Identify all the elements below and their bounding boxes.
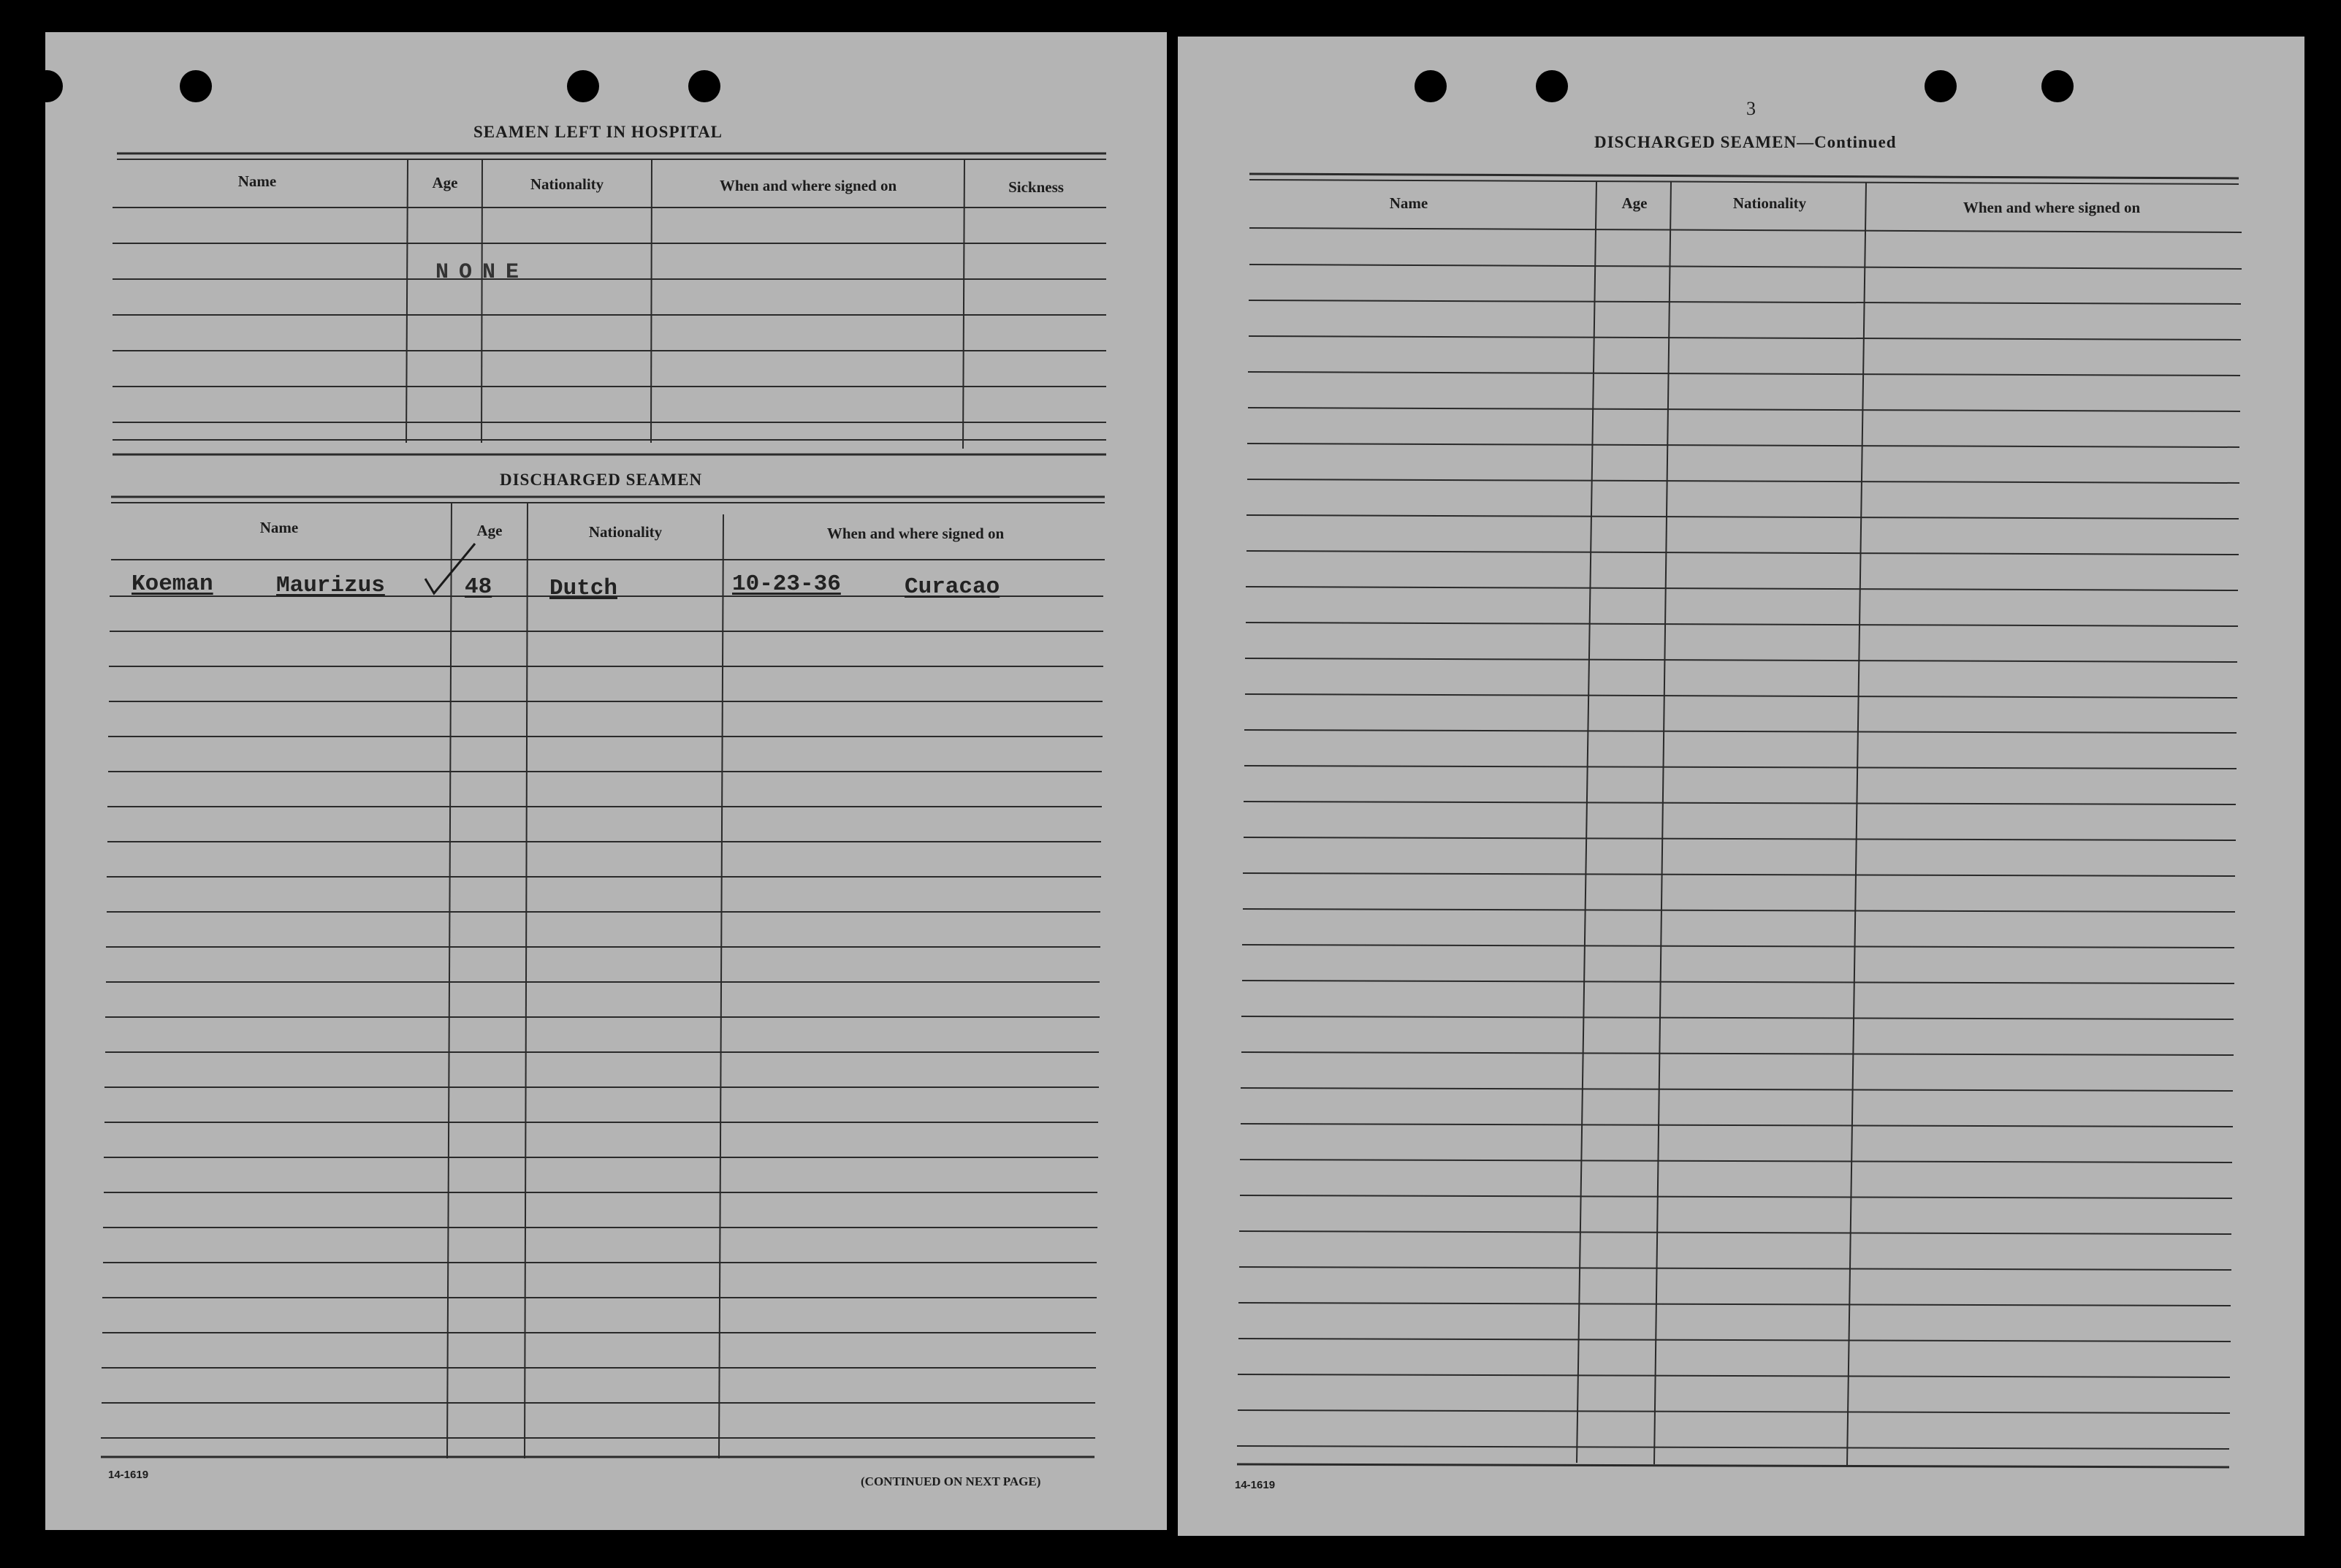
- hospital-age-marks: NONE: [435, 260, 530, 285]
- seaman-age: 48: [465, 574, 492, 600]
- continued-note: (CONTINUED ON NEXT PAGE): [861, 1474, 1041, 1488]
- discharged-col-nationality: Nationality: [588, 523, 663, 541]
- left-form-rules: [45, 32, 1167, 1530]
- seaman-nationality: Dutch: [549, 576, 618, 601]
- hospital-col-age: Age: [432, 174, 458, 191]
- hospital-col-signed-on: When and where signed on: [719, 177, 897, 194]
- seaman-signed-on-date: 10-23-36: [732, 571, 841, 597]
- seaman-given-name: Maurizus: [276, 573, 385, 598]
- right-page: [1178, 37, 2304, 1536]
- continued-col-name: Name: [1389, 194, 1428, 212]
- discharged-section-title: DISCHARGED SEAMEN: [500, 471, 703, 489]
- hospital-section-title: SEAMEN LEFT IN HOSPITAL: [473, 123, 723, 141]
- discharged-col-name: Name: [259, 519, 299, 536]
- discharged-continued-title: DISCHARGED SEAMEN—Continued: [1594, 133, 1897, 151]
- hospital-col-nationality: Nationality: [530, 175, 604, 193]
- form-number: 14-1619: [108, 1469, 149, 1481]
- continued-col-signed-on: When and where signed on: [1963, 199, 2141, 216]
- form-number: 14-1619: [1235, 1479, 1276, 1491]
- continued-col-nationality: Nationality: [1732, 194, 1807, 212]
- seaman-surname: Koeman: [132, 571, 213, 597]
- discharged-col-age: Age: [476, 522, 503, 539]
- left-page: [45, 32, 1167, 1530]
- continued-col-age: Age: [1621, 194, 1648, 212]
- seaman-signed-on-place: Curacao: [905, 574, 1000, 600]
- page-number: 3: [1746, 98, 1756, 119]
- discharged-col-signed-on: When and where signed on: [826, 525, 1005, 542]
- hospital-col-name: Name: [237, 172, 277, 190]
- hospital-col-sickness: Sickness: [1008, 178, 1064, 196]
- right-form-rules: [1178, 37, 2304, 1536]
